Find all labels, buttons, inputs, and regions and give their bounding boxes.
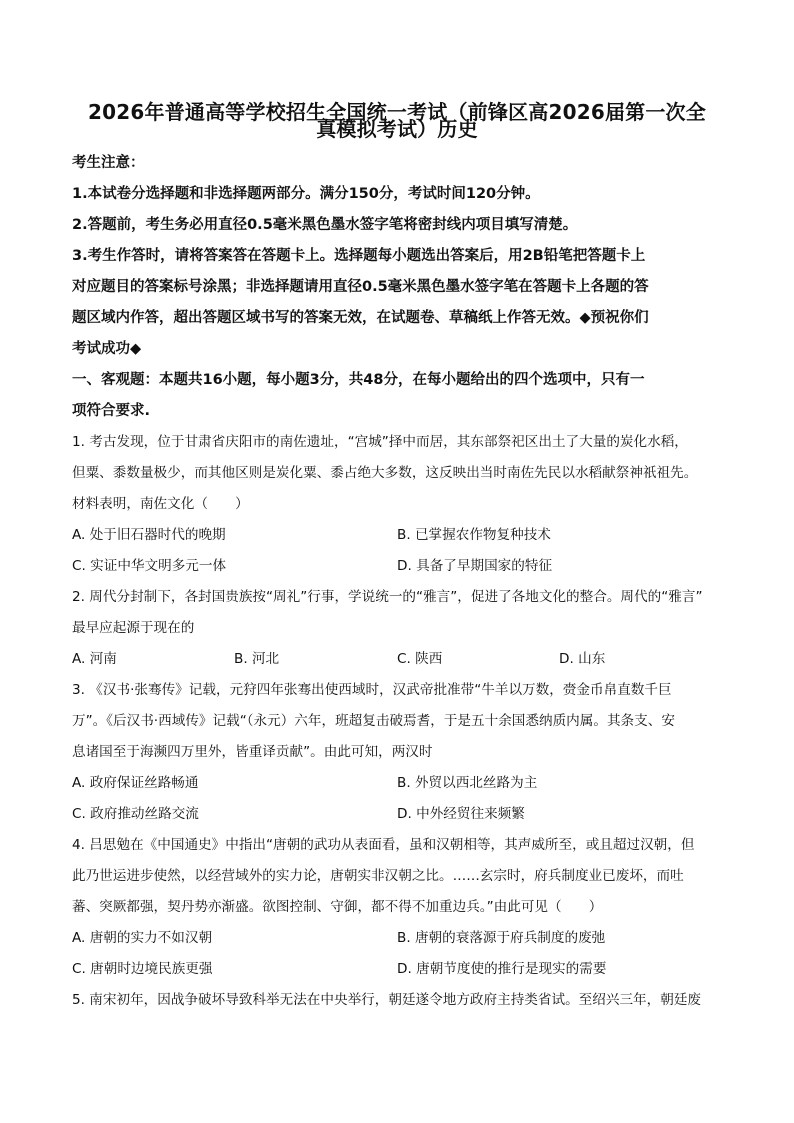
notice-item-2: 2.答题前，考生务必用直径0.5毫米黑色墨水签字笔将密封线内项目填写清楚。 xyxy=(72,217,578,233)
question-4-line-3: 蕃、突厥都强，契丹势亦渐盛。欲图控制、守御，都不得不加重边兵。”由此可见（ ） xyxy=(72,899,603,915)
question-1-line-1: 1. 考古发现，位于甘肃省庆阳市的南佐遗址，“宫城”择中而居，其东部祭祀区出土了大量的炭化水稻， xyxy=(72,434,688,450)
question-3-option-a: A. 政府保证丝路畅通 xyxy=(72,775,199,791)
question-3-line-3: 息诸国至于海濒四万里外，皆重译贡献”。由此可知，两汉时 xyxy=(72,744,433,760)
question-5-line-1: 5. 南宋初年，因战争破坏导致科举无法在中央举行，朝廷遂令地方政府主持类省试。至绍兴三年，朝廷废 xyxy=(72,992,702,1008)
notice-item-3-line-1: 3.考生作答时，请将答案答在答题卡上。选择题每小题选出答案后，用2B铅笔把答题卡上 xyxy=(72,248,646,264)
question-4-option-c: C. 唐朝时边境民族更强 xyxy=(72,961,213,977)
question-4-line-2: 此乃世运进步使然，以经营域外的实力论，唐朝实非汉朝之比。……玄宗时，府兵制度业已废坏，而吐 xyxy=(72,868,684,884)
exam-title-line-2: 真模拟考试）历史 xyxy=(316,117,478,141)
notice-item-1: 1.本试卷分选择题和非选择题两部分。满分150分，考试时间120分钟。 xyxy=(72,186,540,202)
notice-item-3-line-3: 题区域内作答，超出答题区域书写的答案无效，在试题卷、草稿纸上作答无效。◆预祝你们 xyxy=(72,310,649,326)
notice-item-3-line-2: 对应题目的答案标号涂黑；非选择题请用直径0.5毫米黑色墨水签字笔在答题卡上各题的答 xyxy=(72,279,649,295)
question-1-option-c: C. 实证中华文明多元一体 xyxy=(72,558,227,574)
question-3-line-1: 3. 《汉书·张骞传》记载，元狩四年张骞出使西域时，汉武帝批准带“牛羊以万数，赍金币帛直数千巨 xyxy=(72,682,672,698)
question-2-option-c: C. 陕西 xyxy=(397,651,443,667)
question-1-option-a: A. 处于旧石器时代的晚期 xyxy=(72,527,226,543)
question-1-line-3: 材料表明，南佐文化（ ） xyxy=(72,496,249,512)
section-1-heading-line-2: 项符合要求. xyxy=(72,403,151,419)
question-3-option-c: C. 政府推动丝路交流 xyxy=(72,806,199,822)
question-4-option-b: B. 唐朝的衰落源于府兵制度的废弛 xyxy=(397,930,606,946)
exam-title-line-1: 2026年普通高等学校招生全国统一考试（前锋区高2026届第一次全 xyxy=(88,100,706,124)
question-2-line-1: 2. 周代分封制下，各封国贵族按“周礼”行事，学说统一的“雅言”，促进了各地文化的整合。周代的“雅言” xyxy=(72,589,703,605)
notice-item-3-line-4: 考试成功◆ xyxy=(72,341,142,357)
question-2-option-a: A. 河南 xyxy=(72,651,117,667)
question-4-line-1: 4. 吕思勉在《中国通史》中指出“唐朝的武功从表面看，虽和汉朝相等，其声威所至，或且超过汉朝，但 xyxy=(72,837,695,853)
question-1-line-2: 但粟、黍数量极少，而其他区则是炭化粟、黍占绝大多数，这反映出当时南佐先民以水稻献祭神祇祖先。 xyxy=(72,465,698,481)
question-3-option-b: B. 外贸以西北丝路为主 xyxy=(397,775,538,791)
question-2-option-d: D. 山东 xyxy=(559,651,606,667)
section-1-heading-line-1: 一、客观题：本题共16小题，每小题3分，共48分，在每小题给出的四个选项中，只有一 xyxy=(72,372,645,388)
question-4-option-d: D. 唐朝节度使的推行是现实的需要 xyxy=(397,961,607,977)
question-1-option-d: D. 具备了早期国家的特征 xyxy=(397,558,553,574)
question-2-line-2: 最早应起源于现在的 xyxy=(72,620,195,636)
notice-heading: 考生注意： xyxy=(72,155,145,171)
question-3-line-2: 万”。《后汉书·西域传》记载“（永元）六年，班超复击破焉耆，于是五十余国悉纳质内属。其条支、安 xyxy=(72,713,675,729)
question-1-option-b: B. 已掌握农作物复种技术 xyxy=(397,527,551,543)
question-4-option-a: A. 唐朝的实力不如汉朝 xyxy=(72,930,213,946)
question-3-option-d: D. 中外经贸往来频繁 xyxy=(397,806,525,822)
question-2-option-b: B. 河北 xyxy=(234,651,280,667)
